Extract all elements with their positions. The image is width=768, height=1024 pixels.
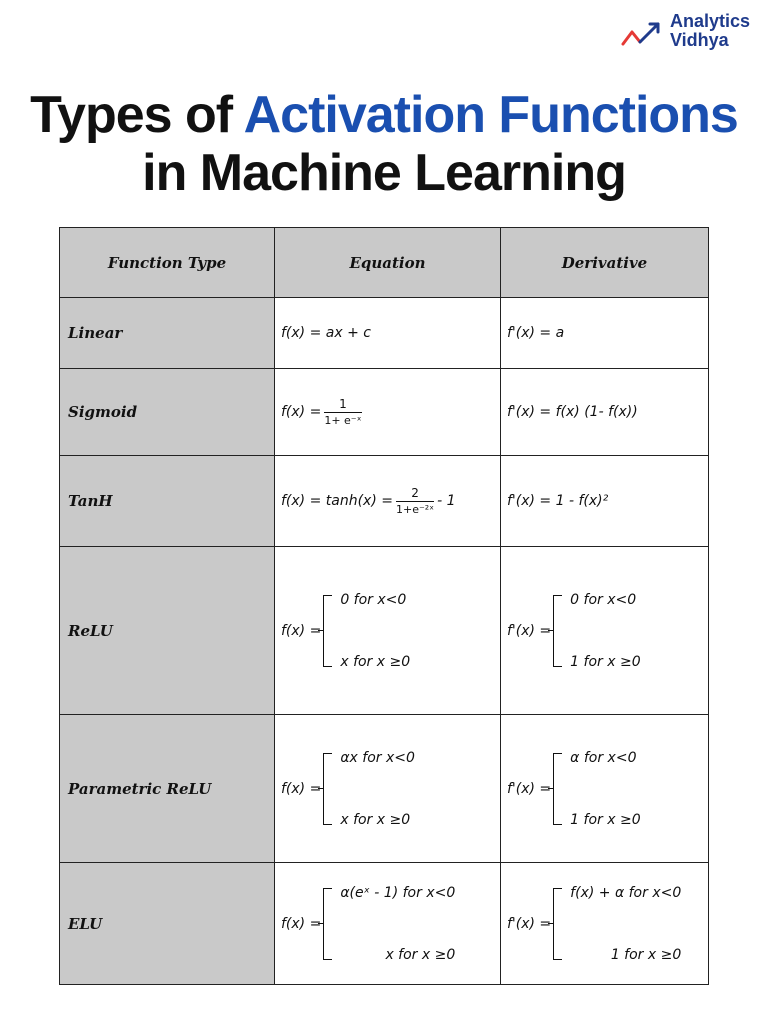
- header-equation: Equation: [275, 228, 501, 298]
- row-name-tanh: TanH: [60, 456, 275, 547]
- brace-icon: [553, 595, 562, 667]
- elu-eq-prefix: f(x) =: [281, 915, 322, 932]
- relu-eq-case-1: 0 for x<0: [340, 591, 407, 608]
- prelu-equation: [275, 715, 501, 863]
- row-name-parametric-relu: Parametric ReLU: [60, 715, 275, 863]
- brace-icon: [323, 888, 332, 960]
- tanh-numerator: 2: [396, 486, 434, 502]
- prelu-der-prefix: f'(x) =: [507, 780, 552, 797]
- elu-der-case-2: 1 for x ≥0: [610, 946, 682, 963]
- row-name-elu: ELU: [60, 863, 275, 985]
- tanh-equation: [275, 456, 501, 547]
- sigmoid-equation: [275, 369, 501, 456]
- table-row-linear: [60, 298, 709, 369]
- activation-functions-table: [59, 227, 709, 985]
- header-function-type: Function Type: [60, 228, 275, 298]
- elu-derivative: [501, 863, 709, 985]
- page-title: [0, 86, 768, 202]
- relu-eq-prefix: f(x) =: [281, 622, 322, 639]
- sigmoid-eq-prefix: f(x) =: [281, 404, 322, 420]
- title-accent: Activation Functions: [243, 86, 738, 144]
- tanh-denominator: 1+e⁻²ˣ: [395, 503, 435, 516]
- row-name-linear: Linear: [60, 298, 275, 369]
- prelu-der-case-2: 1 for x ≥0: [570, 811, 641, 828]
- title-line-2: in Machine Learning: [142, 144, 626, 202]
- brace-icon: [323, 753, 332, 825]
- elu-der-case-1: f(x) + α for x<0: [570, 884, 682, 901]
- tanh-fraction: [396, 486, 434, 516]
- tanh-eq-suffix: - 1: [437, 493, 456, 509]
- prelu-eq-case-1: αx for x<0: [340, 749, 415, 766]
- elu-eq-case-2: x for x ≥0: [385, 946, 456, 963]
- relu-derivative: [501, 547, 709, 715]
- sigmoid-numerator: 1: [324, 397, 361, 413]
- sigmoid-derivative: f'(x) = f(x) (1- f(x)): [501, 369, 709, 456]
- table-row-relu: [60, 547, 709, 715]
- sigmoid-fraction: [324, 397, 361, 427]
- prelu-eq-case-2: x for x ≥0: [340, 811, 411, 828]
- linear-equation: f(x) = ax + c: [275, 298, 501, 369]
- relu-der-prefix: f'(x) =: [507, 622, 552, 639]
- analytics-vidhya-logo: [620, 10, 768, 56]
- brace-icon: [553, 753, 562, 825]
- relu-der-case-1: 0 for x<0: [570, 591, 637, 608]
- table-row-parametric-relu: [60, 715, 709, 863]
- relu-der-case-2: 1 for x ≥0: [570, 653, 641, 670]
- sigmoid-denominator: 1+ e⁻ˣ: [324, 414, 362, 427]
- brand-name: [670, 12, 750, 50]
- title-line-1: [0, 86, 768, 144]
- table-row-tanh: [60, 456, 709, 547]
- relu-eq-case-2: x for x ≥0: [340, 653, 411, 670]
- table-row-sigmoid: [60, 369, 709, 456]
- brand-line-2: Vidhya: [670, 30, 729, 50]
- brace-icon: [553, 888, 562, 960]
- relu-equation: [275, 547, 501, 715]
- row-name-sigmoid: Sigmoid: [60, 369, 275, 456]
- prelu-derivative: [501, 715, 709, 863]
- elu-der-prefix: f'(x) =: [507, 915, 552, 932]
- row-name-relu: ReLU: [60, 547, 275, 715]
- linear-derivative: f'(x) = a: [501, 298, 709, 369]
- brace-icon: [323, 595, 332, 667]
- elu-eq-case-1: α(eˣ - 1) for x<0: [340, 884, 456, 901]
- elu-equation: [275, 863, 501, 985]
- table-header-row: [60, 228, 709, 298]
- title-part-1: Types of: [30, 86, 244, 144]
- prelu-eq-prefix: f(x) =: [281, 780, 322, 797]
- tanh-eq-prefix: f(x) = tanh(x) =: [281, 493, 393, 509]
- tanh-derivative: f'(x) = 1 - f(x)²: [501, 456, 709, 547]
- table-row-elu: [60, 863, 709, 985]
- prelu-der-case-1: α for x<0: [570, 749, 637, 766]
- brand-line-1: Analytics: [670, 11, 751, 31]
- header-derivative: Derivative: [501, 228, 709, 298]
- trend-arrow-icon: [620, 22, 666, 48]
